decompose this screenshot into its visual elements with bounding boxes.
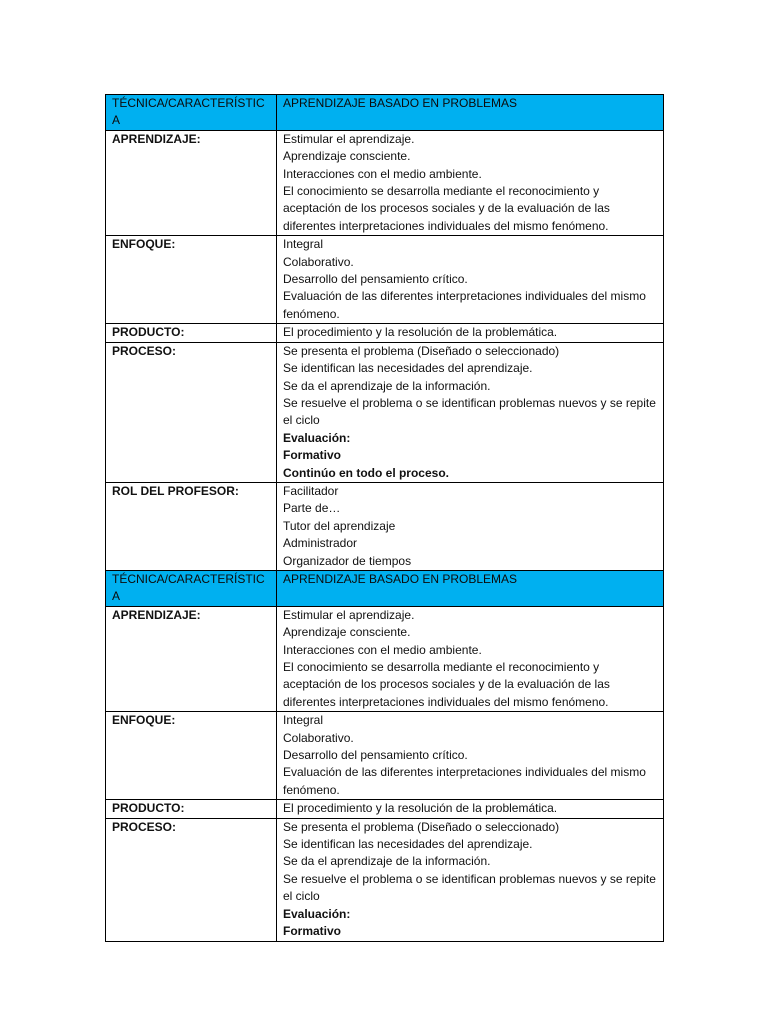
row-content [277, 818, 664, 941]
content-line: Integral [283, 237, 324, 252]
content-line: Continúo en todo el proceso. [283, 465, 449, 480]
row-content [277, 712, 664, 800]
table-row [106, 606, 664, 711]
content-line: Se presenta el problema (Diseñado o seleccionado) [283, 819, 560, 834]
content-line: Interacciones con el medio ambiente. [283, 642, 482, 657]
content-line: Se identifican las necesidades del aprendizaje. [283, 837, 533, 852]
row-content [277, 800, 664, 818]
header-method-cell: APRENDIZAJE BASADO EN PROBLEMAS [277, 95, 664, 131]
table-body [106, 95, 664, 942]
content-line: Organizador de tiempos [283, 553, 412, 568]
content-line: Se presenta el problema (Diseñado o seleccionado) [283, 343, 560, 358]
content-line: El conocimiento se desarrolla mediante el reconocimiento y aceptación de los procesos sociales y de la evaluación de las diferentes interpretaciones individuales del mismo fenómeno. [283, 660, 610, 709]
row-label: ENFOQUE: [106, 236, 277, 324]
content-line: Estimular el aprendizaje. [283, 607, 415, 622]
row-label: APRENDIZAJE: [106, 130, 277, 235]
table-row [106, 130, 664, 235]
content-line: Se da el aprendizaje de la información. [283, 378, 491, 393]
characteristics-table [105, 94, 664, 942]
content-line: El procedimiento y la resolución de la problemática. [283, 801, 558, 816]
content-line: Formativo [283, 924, 342, 939]
content-line: Formativo [283, 448, 342, 463]
table-row [106, 800, 664, 818]
content-line: El conocimiento se desarrolla mediante el reconocimiento y aceptación de los procesos sociales y de la evaluación de las diferentes interpretaciones individuales del mismo fenómeno. [283, 184, 610, 233]
row-content [277, 482, 664, 570]
row-label: PROCESO: [106, 818, 277, 941]
content-line: Desarrollo del pensamiento crítico. [283, 748, 468, 763]
row-label: APRENDIZAJE: [106, 606, 277, 711]
content-line: Se resuelve el problema o se identifican problemas nuevos y se repite el ciclo [283, 871, 656, 904]
content-line: Administrador [283, 536, 358, 551]
row-content [277, 606, 664, 711]
content-line: Estimular el aprendizaje. [283, 131, 415, 146]
row-label: PRODUCTO: [106, 324, 277, 342]
header-technique-cell: TÉCNICA/CARACTERÍSTICA [106, 570, 277, 606]
table-row [106, 818, 664, 941]
table-row [106, 712, 664, 800]
row-label: ROL DEL PROFESOR: [106, 482, 277, 570]
content-line: Evaluación: [283, 906, 351, 921]
row-label: PRODUCTO: [106, 800, 277, 818]
table-row [106, 482, 664, 570]
content-line: Se resuelve el problema o se identifican problemas nuevos y se repite el ciclo [283, 395, 656, 428]
table-row [106, 342, 664, 482]
content-line: Interacciones con el medio ambiente. [283, 166, 482, 181]
header-technique-cell: TÉCNICA/CARACTERÍSTICA [106, 95, 277, 131]
content-line: Se da el aprendizaje de la información. [283, 854, 491, 869]
content-line: Se identifican las necesidades del aprendizaje. [283, 361, 533, 376]
row-content [277, 236, 664, 324]
content-line: Colaborativo. [283, 730, 354, 745]
content-line: Facilitador [283, 483, 339, 498]
content-line: El procedimiento y la resolución de la problemática. [283, 325, 558, 340]
row-label: ENFOQUE: [106, 712, 277, 800]
content-line: Evaluación de las diferentes interpretaciones individuales del mismo fenómeno. [283, 765, 646, 797]
content-line: Parte de… [283, 501, 341, 516]
header-method-cell: APRENDIZAJE BASADO EN PROBLEMAS [277, 570, 664, 606]
table-header-row [106, 95, 664, 131]
row-content [277, 342, 664, 482]
content-line: Aprendizaje consciente. [283, 625, 411, 640]
row-content [277, 324, 664, 342]
row-content [277, 130, 664, 235]
content-line: Integral [283, 713, 324, 728]
content-line: Colaborativo. [283, 254, 354, 269]
content-line: Evaluación de las diferentes interpretaciones individuales del mismo fenómeno. [283, 289, 646, 321]
table-row [106, 236, 664, 324]
content-line: Aprendizaje consciente. [283, 149, 411, 164]
table-header-row [106, 570, 664, 606]
content-line: Evaluación: [283, 430, 351, 445]
row-label: PROCESO: [106, 342, 277, 482]
content-line: Desarrollo del pensamiento crítico. [283, 272, 468, 287]
content-line: Tutor del aprendizaje [283, 518, 396, 533]
table-row [106, 324, 664, 342]
